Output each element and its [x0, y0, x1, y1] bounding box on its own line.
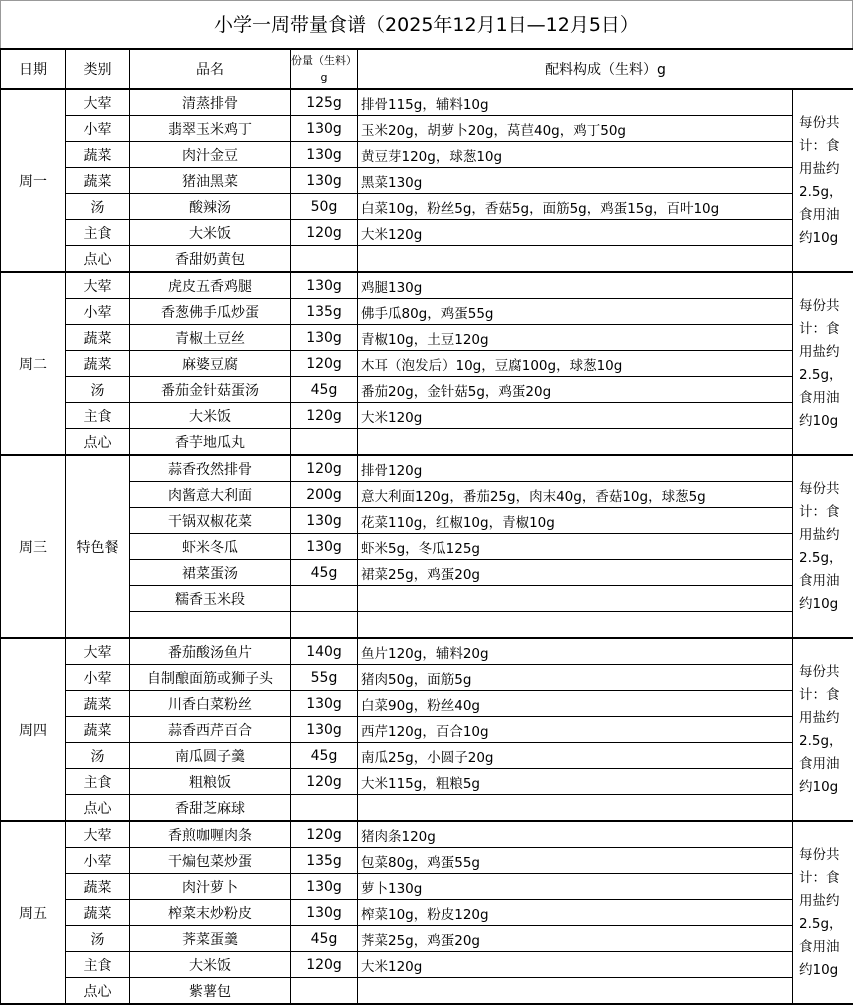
- table-row: [1, 717, 853, 743]
- ingredients-cell: 西芹120g，百合10g: [358, 717, 793, 743]
- dish-name: 肉酱意大利面: [130, 482, 291, 508]
- category-cell: 汤: [66, 743, 130, 769]
- portion-cell: 125g: [291, 89, 358, 116]
- portion-cell: 120g: [291, 952, 358, 978]
- ingredients-cell: 鸡腿130g: [358, 272, 793, 299]
- dish-name: 香甜奶黄包: [130, 246, 291, 273]
- category-cell: 大荤: [66, 272, 130, 299]
- ingredients-cell: [358, 429, 793, 456]
- dish-name: 香甜芝麻球: [130, 795, 291, 822]
- category-cell: 汤: [66, 377, 130, 403]
- category-cell: 小荤: [66, 665, 130, 691]
- category-cell: 小荤: [66, 299, 130, 325]
- portion-cell: 130g: [291, 874, 358, 900]
- ingredients-cell: 白菜90g，粉丝40g: [358, 691, 793, 717]
- nutrition-note: 每份共计：食用盐约2.5g，食用油约10g: [793, 272, 853, 455]
- table-row: [1, 769, 853, 795]
- header-portion: 份量（生料）g: [291, 49, 358, 89]
- table-row: [1, 691, 853, 717]
- category-cell: 小荤: [66, 116, 130, 142]
- category-cell: 点心: [66, 429, 130, 456]
- ingredients-cell: 木耳（泡发后）10g，豆腐100g，球葱10g: [358, 351, 793, 377]
- ingredients-cell: 佛手瓜80g，鸡蛋55g: [358, 299, 793, 325]
- ingredients-cell: 包菜80g，鸡蛋55g: [358, 848, 793, 874]
- page-title: 小学一周带量食谱（2025年12月1日—12月5日）: [0, 0, 853, 48]
- dish-name: 肉汁萝卜: [130, 874, 291, 900]
- table-row: [1, 978, 853, 1005]
- category-cell: 点心: [66, 978, 130, 1005]
- dish-name: 大米饭: [130, 403, 291, 429]
- table-row: [1, 665, 853, 691]
- dish-name: 紫薯包: [130, 978, 291, 1005]
- dish-name: 干锅双椒花菜: [130, 508, 291, 534]
- nutrition-note: 每份共计：食用盐约2.5g，食用油约10g: [793, 821, 853, 1004]
- ingredients-cell: 黑菜130g: [358, 168, 793, 194]
- portion-cell: 135g: [291, 299, 358, 325]
- dish-name: 榨菜末炒粉皮: [130, 900, 291, 926]
- ingredients-cell: 意大利面120g，番茄25g，肉末40g，香菇10g，球葱5g: [358, 482, 793, 508]
- table-row: [1, 900, 853, 926]
- portion-cell: 130g: [291, 272, 358, 299]
- portion-cell: 45g: [291, 560, 358, 586]
- ingredients-cell: 白菜10g，粉丝5g，香菇5g，面筋5g，鸡蛋15g，百叶10g: [358, 194, 793, 220]
- table-row: [1, 874, 853, 900]
- category-cell: 蔬菜: [66, 900, 130, 926]
- ingredients-cell: 大米120g: [358, 220, 793, 246]
- table-row: [1, 429, 853, 456]
- category-cell: 蔬菜: [66, 717, 130, 743]
- nutrition-note: 每份共计：食用盐约2.5g，食用油约10g: [793, 89, 853, 272]
- category-cell: 点心: [66, 795, 130, 822]
- ingredients-cell: 荠菜25g，鸡蛋20g: [358, 926, 793, 952]
- table-row: [1, 194, 853, 220]
- ingredients-cell: 萝卜130g: [358, 874, 793, 900]
- dish-name: 大米饭: [130, 952, 291, 978]
- table-row: [1, 638, 853, 665]
- table-row: [1, 299, 853, 325]
- ingredients-cell: 南瓜25g，小圆子20g: [358, 743, 793, 769]
- portion-cell: 130g: [291, 534, 358, 560]
- dish-name: 蒜香孜然排骨: [130, 455, 291, 482]
- portion-cell: 45g: [291, 377, 358, 403]
- portion-cell: 120g: [291, 403, 358, 429]
- dish-name: 荠菜蛋羹: [130, 926, 291, 952]
- category-cell: 蔬菜: [66, 351, 130, 377]
- ingredients-cell: 大米120g: [358, 403, 793, 429]
- portion-cell: 140g: [291, 638, 358, 665]
- dish-name: 虾米冬瓜: [130, 534, 291, 560]
- category-cell: 主食: [66, 952, 130, 978]
- dish-name: 翡翠玉米鸡丁: [130, 116, 291, 142]
- dish-name: 肉汁金豆: [130, 142, 291, 168]
- category-cell: 点心: [66, 246, 130, 273]
- ingredients-cell: [358, 795, 793, 822]
- dish-name: 番茄酸汤鱼片: [130, 638, 291, 665]
- dish-name: 粗粮饭: [130, 769, 291, 795]
- category-cell: 大荤: [66, 638, 130, 665]
- portion-cell: [291, 795, 358, 822]
- dish-name: 猪油黑菜: [130, 168, 291, 194]
- ingredients-cell: [358, 978, 793, 1005]
- category-cell: 大荤: [66, 821, 130, 848]
- table-row: [1, 926, 853, 952]
- table-row: [1, 377, 853, 403]
- dish-name: 香煎咖喱肉条: [130, 821, 291, 848]
- day-cell: 周一: [1, 89, 66, 272]
- table-row: [1, 403, 853, 429]
- ingredients-cell: 榨菜10g，粉皮120g: [358, 900, 793, 926]
- category-cell: 小荤: [66, 848, 130, 874]
- ingredients-cell: 裙菜25g，鸡蛋20g: [358, 560, 793, 586]
- table-row: [1, 89, 853, 116]
- portion-cell: [291, 429, 358, 456]
- dish-name: 酸辣汤: [130, 194, 291, 220]
- dish-name: 南瓜圆子羹: [130, 743, 291, 769]
- ingredients-cell: 虾米5g，冬瓜125g: [358, 534, 793, 560]
- ingredients-cell: [358, 246, 793, 273]
- table-row: [1, 821, 853, 848]
- portion-cell: 135g: [291, 848, 358, 874]
- day-cell: 周二: [1, 272, 66, 455]
- dish-name: 番茄金针菇蛋汤: [130, 377, 291, 403]
- ingredients-cell: 青椒10g，土豆120g: [358, 325, 793, 351]
- portion-cell: 130g: [291, 116, 358, 142]
- ingredients-cell: [358, 586, 793, 612]
- table-row: [1, 455, 853, 482]
- header-date: 日期: [1, 49, 66, 89]
- nutrition-note: 每份共计：食用盐约2.5g，食用油约10g: [793, 638, 853, 821]
- ingredients-cell: 花菜110g，红椒10g，青椒10g: [358, 508, 793, 534]
- table-row: [1, 795, 853, 822]
- table-row: [1, 220, 853, 246]
- dish-name: 香芋地瓜丸: [130, 429, 291, 456]
- dish-name: 青椒土豆丝: [130, 325, 291, 351]
- category-cell: 汤: [66, 194, 130, 220]
- category-cell: 汤: [66, 926, 130, 952]
- category-cell: 大荤: [66, 89, 130, 116]
- category-cell: 主食: [66, 220, 130, 246]
- dish-name: 虎皮五香鸡腿: [130, 272, 291, 299]
- dish-name: 大米饭: [130, 220, 291, 246]
- category-cell: 蔬菜: [66, 142, 130, 168]
- ingredients-cell: 大米120g: [358, 952, 793, 978]
- table-row: [1, 743, 853, 769]
- ingredients-cell: 玉米20g，胡萝卜20g，莴苣40g，鸡丁50g: [358, 116, 793, 142]
- portion-cell: 120g: [291, 351, 358, 377]
- category-cell: 蔬菜: [66, 168, 130, 194]
- portion-cell: 200g: [291, 482, 358, 508]
- table-row: [1, 848, 853, 874]
- day-cell: 周四: [1, 638, 66, 821]
- menu-body: [1, 89, 853, 1004]
- portion-cell: [291, 246, 358, 273]
- portion-cell: 130g: [291, 900, 358, 926]
- dish-name: 裙菜蛋汤: [130, 560, 291, 586]
- portion-cell: 130g: [291, 325, 358, 351]
- portion-cell: 130g: [291, 691, 358, 717]
- dish-name: 自制酿面筋或狮子头: [130, 665, 291, 691]
- ingredients-cell: 鱼片120g，辅料20g: [358, 638, 793, 665]
- ingredients-cell: 番茄20g，金针菇5g，鸡蛋20g: [358, 377, 793, 403]
- day-cell: 周三: [1, 455, 66, 638]
- dish-name: 糯香玉米段: [130, 586, 291, 612]
- ingredients-cell: 排骨120g: [358, 455, 793, 482]
- table-row: [1, 325, 853, 351]
- table-row: [1, 246, 853, 273]
- header-category: 类别: [66, 49, 130, 89]
- dish-name: [130, 612, 291, 639]
- table-row: [1, 168, 853, 194]
- portion-cell: 45g: [291, 926, 358, 952]
- dish-name: 麻婆豆腐: [130, 351, 291, 377]
- ingredients-cell: 猪肉50g，面筋5g: [358, 665, 793, 691]
- portion-cell: 130g: [291, 508, 358, 534]
- portion-cell: 130g: [291, 168, 358, 194]
- dish-name: 川香白菜粉丝: [130, 691, 291, 717]
- portion-cell: 55g: [291, 665, 358, 691]
- header-name: 品名: [130, 49, 291, 89]
- portion-cell: 130g: [291, 717, 358, 743]
- portion-cell: 120g: [291, 769, 358, 795]
- dish-name: 蒜香西芹百合: [130, 717, 291, 743]
- ingredients-cell: 排骨115g，辅料10g: [358, 89, 793, 116]
- table-row: [1, 272, 853, 299]
- table-row: [1, 116, 853, 142]
- header-row: [1, 49, 853, 89]
- dish-name: 干煸包菜炒蛋: [130, 848, 291, 874]
- ingredients-cell: 大米115g，粗粮5g: [358, 769, 793, 795]
- portion-cell: [291, 978, 358, 1005]
- dish-name: 香葱佛手瓜炒蛋: [130, 299, 291, 325]
- header-ingredients: 配料构成（生料）g: [358, 49, 853, 89]
- menu-table: [0, 48, 853, 1005]
- portion-cell: 120g: [291, 821, 358, 848]
- nutrition-note: 每份共计：食用盐约2.5g，食用油约10g: [793, 455, 853, 638]
- ingredients-cell: 猪肉条120g: [358, 821, 793, 848]
- portion-cell: 50g: [291, 194, 358, 220]
- category-cell: 主食: [66, 403, 130, 429]
- dish-name: 清蒸排骨: [130, 89, 291, 116]
- portion-cell: [291, 612, 358, 639]
- ingredients-cell: 黄豆芽120g，球葱10g: [358, 142, 793, 168]
- table-row: [1, 952, 853, 978]
- category-cell: 蔬菜: [66, 874, 130, 900]
- category-cell: 蔬菜: [66, 691, 130, 717]
- category-cell: 蔬菜: [66, 325, 130, 351]
- category-cell: 特色餐: [66, 455, 130, 638]
- portion-cell: [291, 586, 358, 612]
- table-row: [1, 351, 853, 377]
- table-row: [1, 142, 853, 168]
- day-cell: 周五: [1, 821, 66, 1004]
- portion-cell: 130g: [291, 142, 358, 168]
- portion-cell: 120g: [291, 455, 358, 482]
- category-cell: 主食: [66, 769, 130, 795]
- portion-cell: 120g: [291, 220, 358, 246]
- ingredients-cell: [358, 612, 793, 639]
- portion-cell: 45g: [291, 743, 358, 769]
